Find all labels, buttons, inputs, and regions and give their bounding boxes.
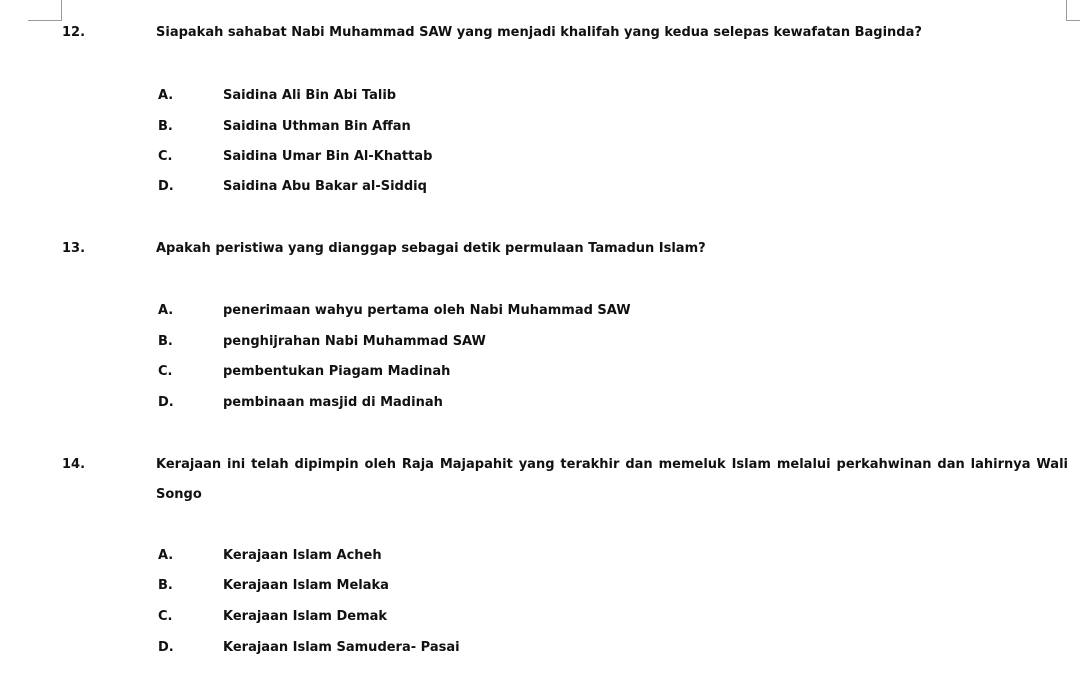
question-13-option-c-letter: C. — [158, 364, 173, 379]
question-14-option-a-letter: A. — [158, 548, 174, 563]
question-13-option-d-letter: D. — [158, 395, 174, 410]
question-12-option-a-text: Saidina Ali Bin Abi Talib — [223, 88, 397, 103]
question-14-option-d-letter: D. — [158, 640, 174, 655]
question-14-option-c-text: Kerajaan Islam Demak — [223, 609, 388, 624]
question-14-option-b-text: Kerajaan Islam Melaka — [223, 578, 389, 593]
question-14-option-a-text: Kerajaan Islam Acheh — [223, 548, 382, 563]
question-13-option-a-text: penerimaan wahyu pertama oleh Nabi Muhammad SAW — [223, 303, 631, 318]
question-14-text-line-1: Kerajaan ini telah dipimpin oleh Raja Majapahit yang terakhir dan memeluk Islam melalui perkahwinan dan lahirnya Wali — [156, 457, 1068, 472]
question-13-option-b-letter: B. — [158, 334, 173, 349]
question-13-option-b-text: penghijrahan Nabi Muhammad SAW — [223, 334, 486, 349]
question-12-option-b-letter: B. — [158, 119, 173, 134]
question-12-text: Siapakah sahabat Nabi Muhammad SAW yang menjadi khalifah yang kedua selepas kewafatan Baginda? — [156, 25, 922, 40]
question-13-number: 13. — [62, 241, 86, 256]
question-12-option-a-letter: A. — [158, 88, 174, 103]
question-14-option-c-letter: C. — [158, 609, 173, 624]
question-12-option-c-text: Saidina Umar Bin Al-Khattab — [223, 149, 433, 164]
question-12-option-d-text: Saidina Abu Bakar al-Siddiq — [223, 179, 427, 194]
crop-mark-left — [28, 0, 62, 21]
question-14-option-d-text: Kerajaan Islam Samudera- Pasai — [223, 640, 460, 655]
question-13-option-c-text: pembentukan Piagam Madinah — [223, 364, 451, 379]
question-13-text: Apakah peristiwa yang dianggap sebagai detik permulaan Tamadun Islam? — [156, 241, 706, 256]
question-14-text-line-2: Songo — [156, 487, 202, 502]
question-12-number: 12. — [62, 25, 86, 40]
question-13-option-d-text: pembinaan masjid di Madinah — [223, 395, 443, 410]
question-13-option-a-letter: A. — [158, 303, 174, 318]
question-14-number: 14. — [62, 457, 86, 472]
crop-mark-right — [1066, 0, 1080, 21]
question-12-option-b-text: Saidina Uthman Bin Affan — [223, 119, 411, 134]
question-12-option-c-letter: C. — [158, 149, 173, 164]
question-14-option-b-letter: B. — [158, 578, 173, 593]
question-12-option-d-letter: D. — [158, 179, 174, 194]
